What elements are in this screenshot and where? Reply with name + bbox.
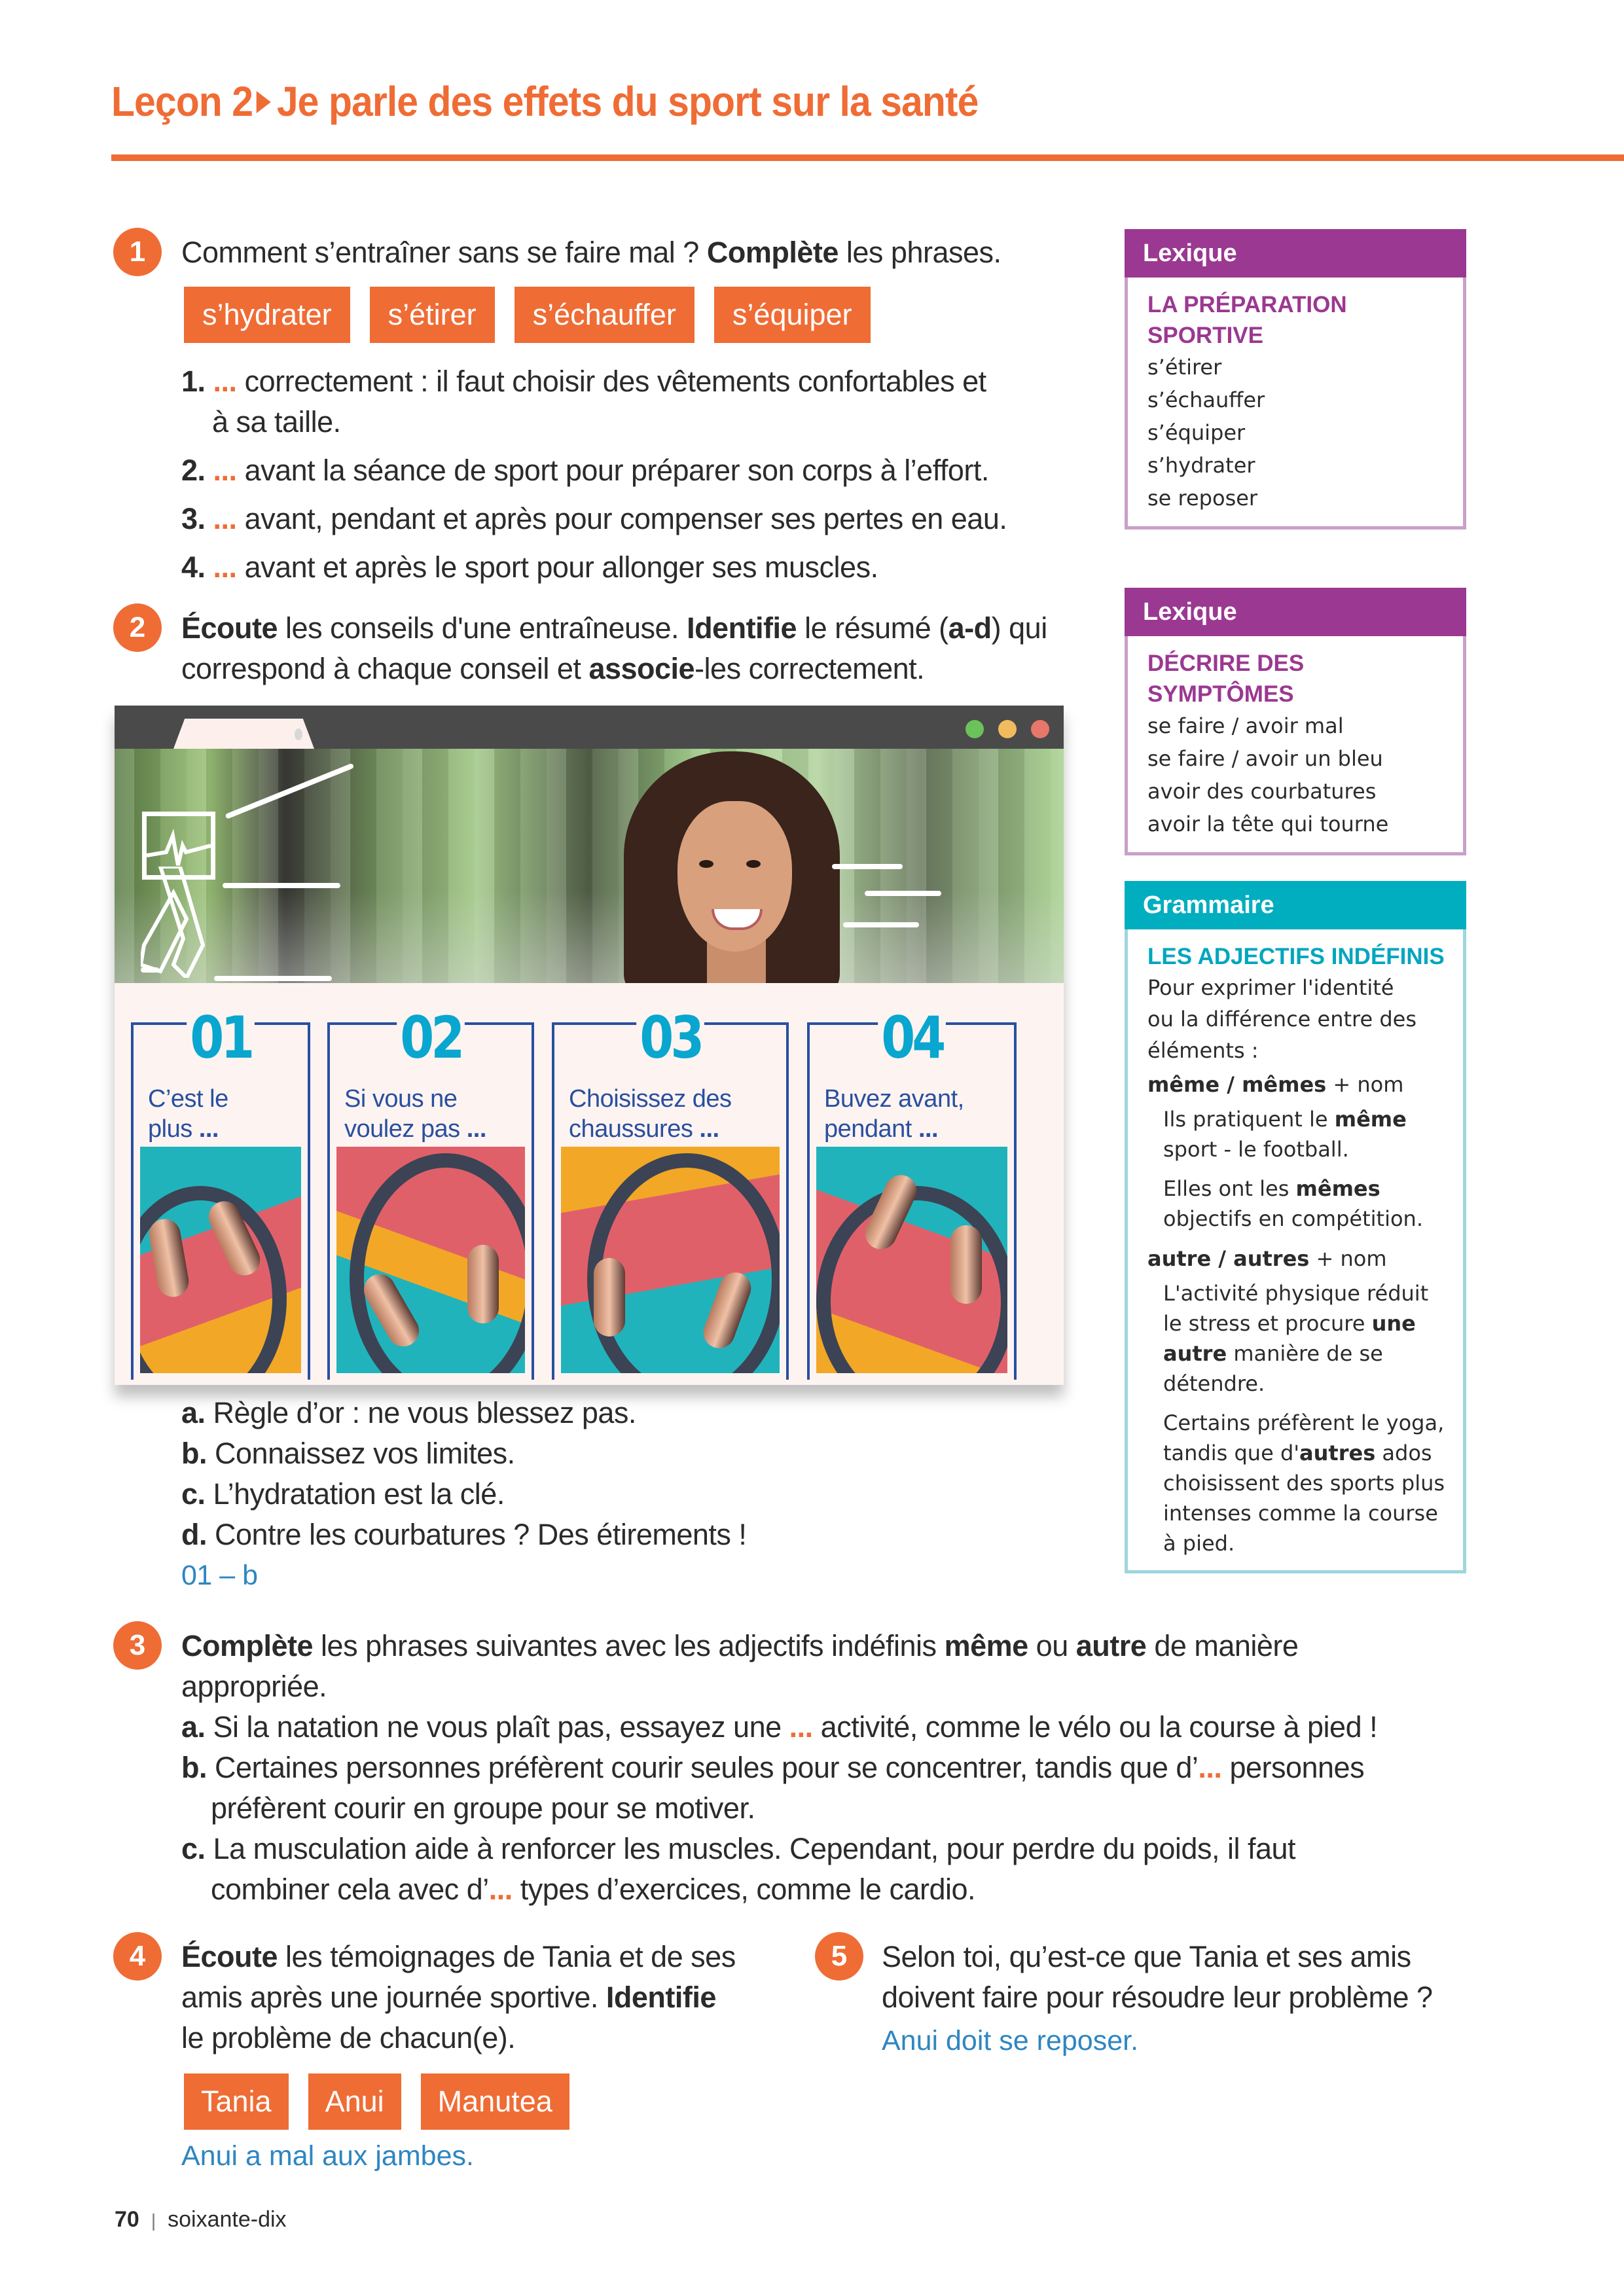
rule-text: + nom [1316,1246,1387,1271]
example-text: manière de se [1227,1341,1383,1366]
intro-line: éléments : [1147,1038,1259,1063]
list-item [181,547,1085,596]
word-chip[interactable]: s’hydrater [184,287,350,343]
card-number [134,1005,308,1071]
card-line: Choisissez des [569,1085,732,1113]
item-text: Certaines personnes préfèrent courir seules pour se concentrer, tandis que d’ [215,1751,1199,1784]
lexique-box-symptomes [1125,588,1466,855]
box-header: Lexique [1125,588,1466,636]
item-text: correctement : il faut choisir des vêtements confortables et [244,365,986,398]
example-text: ados [1375,1441,1432,1465]
vocab-item: s’hydrater [1147,453,1255,478]
prompt-text: ) qui [991,611,1047,645]
exercise-2-prompt [181,608,1085,689]
card-text [824,1084,1007,1144]
box-body [1125,278,1466,529]
exercise-1-items [181,361,1085,596]
intro-line: Pour exprimer l'identité [1147,975,1394,1000]
prompt-text: les témoignages de Tania et de ses [285,1940,736,1973]
page-footer [115,2207,287,2233]
exercise-5-answer[interactable]: Anui doit se reposer. [882,2025,1139,2056]
decorative-line [865,891,941,896]
exercise-number-badge: 1 [113,228,162,276]
example-keyword: une [1371,1311,1416,1336]
box-header: Lexique [1125,229,1466,278]
card-number-text: 02 [397,1005,465,1071]
item-letter: c. [181,1832,206,1865]
example-text: à pied. [1163,1531,1235,1556]
grammar-example [1147,1104,1446,1164]
example-text: tandis que d' [1163,1441,1300,1465]
prompt-text: le résumé ( [804,611,948,645]
item-text: avant et après le sport pour allonger ses muscles. [244,550,878,584]
headphones-image [816,1147,1007,1373]
list-item-continuation [181,1869,1490,1910]
box-subtitle: DÉCRIRE DES SYMPTÔMES [1147,651,1305,707]
card-text [344,1084,525,1144]
card-line: Buvez avant, [824,1085,964,1113]
grammaire-box [1125,881,1466,1573]
summary-letter: b. [181,1437,207,1470]
summary-text: Contre les courbatures ? Des étirements ! [215,1518,747,1551]
item-text: La musculation aide à renforcer les muscles. Cependant, pour perdre du poids, il faut [213,1832,1296,1865]
prompt-line [181,1937,770,1977]
summary-text: Connaissez vos limites. [215,1437,515,1470]
summary-letter: d. [181,1518,207,1551]
card-number [554,1005,786,1071]
prompt-verb: Écoute [181,1940,278,1973]
summary-letter: a. [181,1396,206,1429]
example-text: Certains préfèrent le yoga, [1163,1410,1445,1435]
vocab-item: s’équiper [1147,420,1246,445]
blank[interactable]: ... [213,550,237,584]
vocab-item: se faire / avoir un bleu [1147,746,1383,771]
card-line: chaussures [569,1115,693,1143]
prompt-line [181,1977,770,2018]
lexique-box-preparation [1125,229,1466,529]
card-line: C’est le [148,1085,228,1113]
grammar-example [1147,1408,1446,1558]
exercise-1-prompt [181,232,1001,273]
item-text: combiner cela avec d’ [211,1873,489,1906]
headphone-cup [594,1258,625,1336]
grammar-example [1147,1278,1446,1399]
blank[interactable]: ... [213,502,237,535]
vocab-item: se reposer [1147,486,1258,511]
decorative-line [214,976,332,981]
exercise-3 [181,1626,1490,1910]
item-text: personnes [1229,1751,1365,1784]
prompt-text: Comment s’entraîner sans se faire mal ? [181,236,699,269]
advice-card [327,1004,534,1380]
advice-card [807,1004,1017,1380]
word-chip[interactable]: s’équiper [714,287,871,343]
example-keyword: même [1334,1107,1407,1132]
prompt-text: ou [1036,1629,1068,1662]
decorative-line [141,967,159,973]
prompt-text: les conseils d'une entraîneuse. [285,611,679,645]
summary-letter: c. [181,1477,206,1511]
summary-text: Règle d’or : ne vous blessez pas. [213,1396,636,1429]
vocab-item: avoir la tête qui tourne [1147,812,1389,836]
decorative-line [843,922,919,927]
name-bank [184,2073,569,2130]
exercise-5 [882,1937,1536,2018]
prompt-text: -les correctement. [695,652,925,685]
item-letter: a. [181,1710,206,1744]
illustration-browser-window [115,706,1064,1385]
prompt-verb: Écoute [181,611,278,645]
example-text: intenses comme la course [1163,1501,1438,1526]
example-text: Ils pratiquent le [1163,1107,1335,1132]
card-ellipsis: ... [466,1115,486,1143]
item-number: 4. [181,550,206,584]
vocab-item: s’échauffer [1147,387,1265,412]
card-line: Si vous ne [344,1085,458,1113]
item-text: activité, comme le vélo ou la course à pied ! [820,1710,1378,1744]
header-divider [111,154,1624,161]
blank[interactable]: ... [488,1873,513,1906]
list-item [181,361,1085,402]
example-text: Elles ont les [1163,1176,1296,1201]
prompt-text: correspond à chaque conseil et [181,652,581,685]
list-item [181,499,1085,547]
trainer-eye [746,860,761,868]
blank[interactable]: ... [1198,1751,1222,1784]
lesson-title [111,77,978,126]
item-text: Si la natation ne vous plaît pas, essayez une [213,1710,782,1744]
item-text: avant, pendant et après pour compenser ses pertes en eau. [244,502,1007,535]
advice-card [552,1004,789,1380]
prompt-text: amis après une journée sportive. [181,1981,598,2014]
grammar-rule [1147,1243,1446,1274]
prompt-keyword: autre [1075,1629,1147,1662]
running-legs-icon [141,867,213,978]
summary-item [181,1393,746,1433]
vocab-item: s’étirer [1147,355,1222,380]
summaries-list [181,1393,746,1596]
window-dot-yellow-icon [998,720,1017,738]
exercise-2-answer[interactable]: 01 – b [181,1560,258,1591]
summary-item [181,1433,746,1474]
example-keyword: autre [1163,1341,1227,1366]
card-line: voulez pas [344,1115,460,1143]
subtitle-line: LA PRÉPARATION [1147,292,1347,317]
summary-text: L’hydratation est la clé. [213,1477,505,1511]
prompt-line: le problème de chacun(e). [181,2021,516,2054]
item-number: 1. [181,365,206,398]
subtitle-line: SPORTIVE [1147,323,1263,348]
page-number-words: soixante-dix [168,2207,287,2232]
example-keyword: autres [1299,1441,1376,1465]
word-chip[interactable]: s’étirer [370,287,495,343]
prompt-range: a-d [948,611,992,645]
prompt-line [181,1626,1490,1666]
tab-dot-icon [295,728,302,740]
box-subtitle [1147,289,1446,351]
lesson-heading: Je parle des effets du sport sur la santé [276,78,979,125]
blank[interactable]: ... [789,1710,813,1744]
card-number-text: 04 [878,1005,946,1071]
box-header: Grammaire [1125,881,1466,929]
rule-text: + nom [1333,1072,1404,1097]
example-text: le stress et procure [1163,1311,1372,1336]
prompt-line [181,649,1085,689]
trainer-eye [699,860,713,868]
vocab-item: avoir des courbatures [1147,779,1377,804]
list-item [181,450,1085,499]
prompt-verb: Complète [706,236,839,269]
prompt-line [181,608,1085,649]
card-number-text: 01 [187,1005,255,1071]
word-chip[interactable]: s’échauffer [514,287,695,343]
summary-item [181,1515,746,1555]
name-chip[interactable]: Tania [184,2073,289,2130]
card-ellipsis: ... [198,1115,219,1143]
prompt-verb: Identifie [687,611,797,645]
exercise-number-badge: 4 [113,1932,162,1981]
box-body [1125,636,1466,855]
item-text: types d’exercices, comme le cardio. [520,1873,976,1906]
prompt-keyword: même [944,1629,1028,1662]
list-item [181,1829,1490,1869]
intro-line: ou la différence entre des [1147,1007,1417,1031]
card-ellipsis: ... [699,1115,719,1143]
trainer-photo [115,749,1064,983]
card-text [569,1084,780,1144]
exercise-4 [181,1937,770,2058]
name-chip[interactable]: Anui [308,2073,401,2130]
example-keyword: mêmes [1295,1176,1380,1201]
exercise-4-answer[interactable]: Anui a mal aux jambes. [181,2140,474,2172]
example-text: détendre. [1163,1371,1265,1396]
card-number [810,1005,1014,1071]
prompt-text: de manière [1154,1629,1299,1662]
item-number: 3. [181,502,206,535]
headphones-image [336,1147,525,1373]
example-text: sport - le football. [1163,1137,1349,1162]
list-item [181,1707,1490,1748]
prompt-text: les phrases suivantes avec les adjectifs indéfinis [321,1629,937,1662]
footer-separator: | [151,2210,156,2231]
triangle-arrow-icon [257,91,271,113]
card-line: plus [148,1115,192,1143]
item-letter: b. [181,1751,207,1784]
browser-tab [173,719,314,749]
prompt-line: appropriée. [181,1670,327,1703]
window-dot-green-icon [965,720,984,738]
rule-keyword: autre / autres [1147,1246,1310,1271]
lesson-number: Leçon 2 [111,78,253,125]
page-number: 70 [115,2207,139,2232]
summary-item [181,1474,746,1515]
example-text: choisissent des sports plus [1163,1471,1445,1496]
item-text: avant la séance de sport pour préparer son corps à l’effort. [244,454,989,487]
example-text: L'activité physique réduit [1163,1281,1429,1306]
card-text [148,1084,301,1144]
exercise-number-badge: 5 [815,1932,863,1981]
prompt-verb: Identifie [605,1981,716,2014]
prompt-verb: associe [588,652,695,685]
card-line: pendant [824,1115,912,1143]
photo-background [115,891,1064,983]
list-item [181,1748,1490,1788]
name-chip[interactable]: Manutea [421,2073,569,2130]
headphone-cup [467,1245,499,1323]
blank[interactable]: ... [213,365,237,398]
list-item-continuation: à sa taille. [212,405,341,439]
prompt-verb: Complète [181,1629,314,1662]
decorative-line [832,864,903,869]
headphone-cup [950,1225,982,1304]
card-number [330,1005,532,1071]
example-text: objectifs en compétition. [1163,1206,1423,1231]
grammar-example [1147,1174,1446,1234]
prompt-line: doivent faire pour résoudre leur problème ? [882,1981,1433,2014]
decorative-line [223,883,340,888]
list-item-continuation: préfèrent courir en groupe pour se motiver. [211,1791,755,1825]
vocab-item: se faire / avoir mal [1147,713,1344,738]
headphones-image [140,1147,301,1373]
card-ellipsis: ... [918,1115,939,1143]
advice-card [131,1004,310,1380]
headphones-image [561,1147,780,1373]
box-body [1125,929,1466,1573]
grammar-rule [1147,1069,1446,1100]
exercise-number-badge: 3 [113,1621,162,1670]
exercise-number-badge: 2 [113,603,162,652]
item-number: 2. [181,454,206,487]
card-number-text: 03 [636,1005,704,1071]
box-subtitle: LES ADJECTIFS INDÉFINIS [1147,944,1445,969]
rule-keyword: même / mêmes [1147,1072,1327,1097]
window-dot-red-icon [1031,720,1049,738]
blank[interactable]: ... [213,454,237,487]
word-bank [184,287,871,343]
prompt-line: Selon toi, qu’est-ce que Tania et ses amis [882,1940,1411,1973]
prompt-text: les phrases. [846,236,1001,269]
